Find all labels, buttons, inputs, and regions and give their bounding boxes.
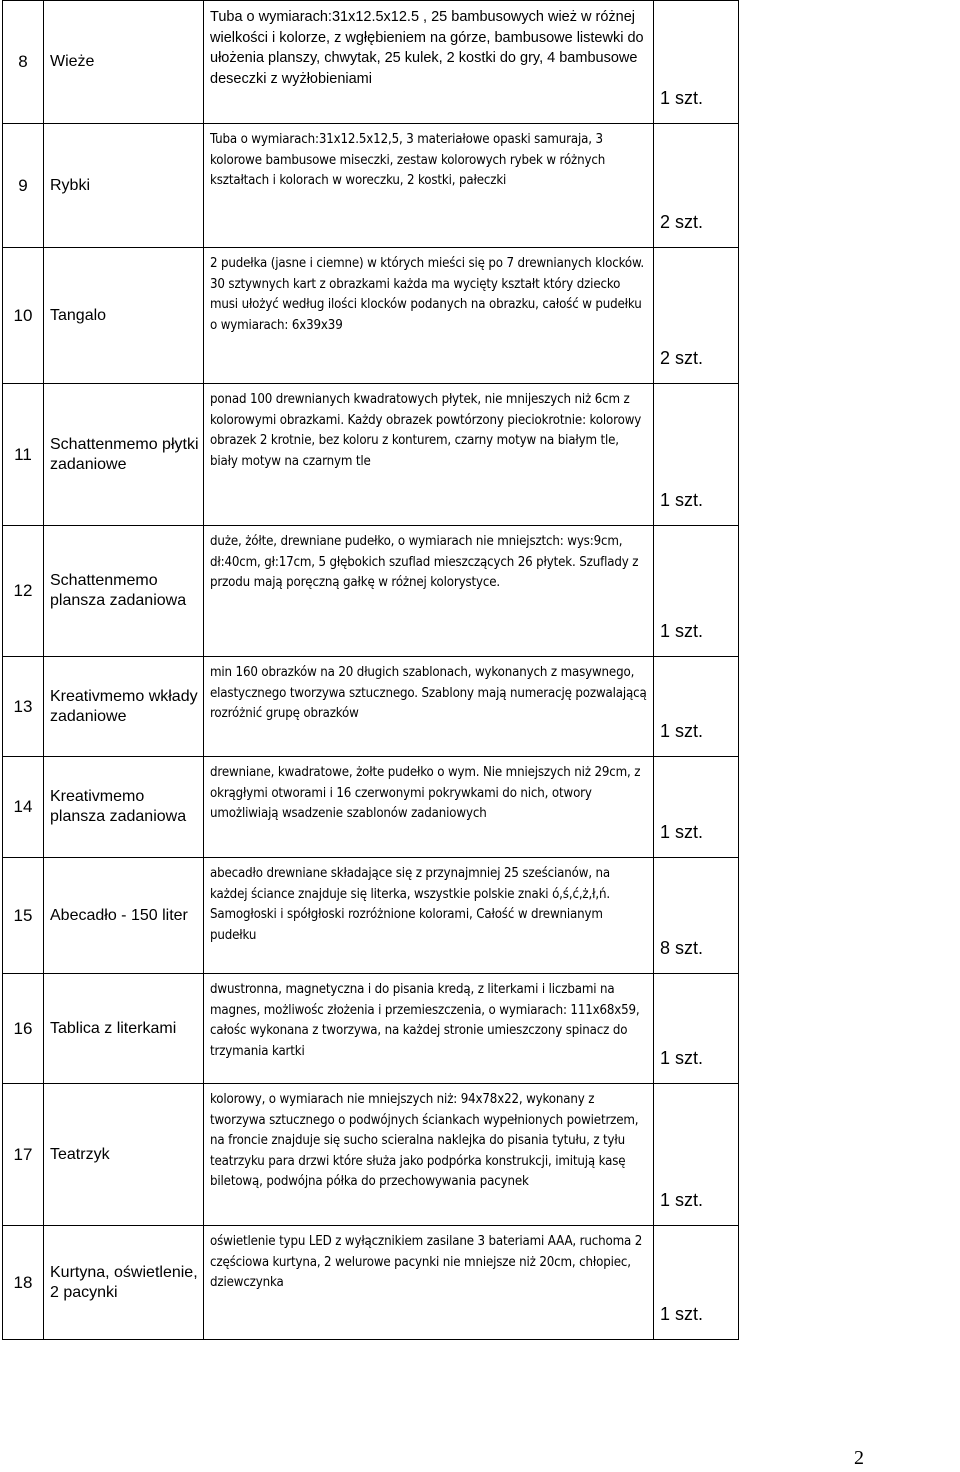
item-name: Abecadło - 150 liter — [44, 858, 204, 974]
item-name: Teatrzyk — [44, 1084, 204, 1226]
item-description: oświetlenie typu LED z wyłącznikiem zasilane 3 bateriami AAA, ruchoma 2 częściowa kurtyna, 2 welurowe pacynki nie mniejsze niż 20cm, chłopiec, dziewczynka — [204, 1226, 654, 1340]
row-number: 8 — [3, 1, 44, 124]
item-description: abecadło drewniane składające się z przynajmniej 25 sześcianów, na każdej ściance znajduje się literka, wszystkie polskie znaki ó,ś,ć,ż,ł,ń. Samogłoski i spółgłoski rozróżnione kolorami, Całość w drewnianym pudełku — [204, 858, 654, 974]
item-quantity: 2 szt. — [654, 124, 739, 248]
table-row — [3, 757, 739, 858]
item-description: drewniane, kwadratowe, żołte pudełko o wym. Nie mniejszych niż 29cm, z okrągłymi otworami i 16 czerwonymi pokrywkami do nich, otwory umożliwiają wsadzenie szablonów zadaniowych — [204, 757, 654, 858]
item-name: Wieże — [44, 1, 204, 124]
item-quantity: 1 szt. — [654, 974, 739, 1084]
row-number: 11 — [3, 384, 44, 526]
table-row — [3, 974, 739, 1084]
table-row — [3, 858, 739, 974]
item-quantity: 1 szt. — [654, 1, 739, 124]
table-row — [3, 248, 739, 384]
item-quantity: 1 szt. — [654, 526, 739, 657]
table-row — [3, 384, 739, 526]
item-description: duże, żółte, drewniane pudełko, o wymiarach nie mniejsztch: wys:9cm, dł:40cm, gł:17cm, 5 głębokich szuflad mieszczących 26 płytek. Szuflady z przodu mają poręczną gałkę w różnej kolorystyce. — [204, 526, 654, 657]
item-name: Tangalo — [44, 248, 204, 384]
item-description: Tuba o wymiarach:31x12.5x12.5 , 25 bambusowych wież w różnej wielkości i kolorze, z wgłębieniem na górze, bambusowe listewki do ułożenia planszy, chwytak, 25 kulek, 2 kostki do gry, 4 bambusowe deseczki z wyżłobieniami — [204, 1, 654, 124]
row-number: 9 — [3, 124, 44, 248]
item-quantity: 1 szt. — [654, 384, 739, 526]
item-quantity: 1 szt. — [654, 1226, 739, 1340]
item-quantity: 2 szt. — [654, 248, 739, 384]
item-name: Schattenmemo plansza zadaniowa — [44, 526, 204, 657]
item-quantity: 1 szt. — [654, 757, 739, 858]
row-number: 15 — [3, 858, 44, 974]
table-row — [3, 1084, 739, 1226]
table-row — [3, 526, 739, 657]
item-name: Schattenmemo płytki zadaniowe — [44, 384, 204, 526]
item-name: Kreativmemo plansza zadaniowa — [44, 757, 204, 858]
item-description: dwustronna, magnetyczna i do pisania kredą, z literkami i liczbami na magnes, możliwośc złożenia i przemieszczenia, o wymiarach: 111x68x59, całośc wykonana z tworzywa, na każdej stronie umieszczony spinacz do trzymania kartki — [204, 974, 654, 1084]
item-description: Tuba o wymiarach:31x12.5x12,5, 3 materiałowe opaski samuraja, 3 kolorowe bambusowe miseczki, zestaw kolorowych rybek w różnych kształtach i kolorach w woreczku, 2 kostki, pałeczki — [204, 124, 654, 248]
item-description: kolorowy, o wymiarach nie mniejszych niż: 94x78x22, wykonany z tworzywa sztucznego o podwójnych ściankach wypełnionych powietrzem, na froncie znajduje się sucho scieralna naklejka do pisania tytułu, z tyłu teatrzyku para drzwi które służa jako podpórka konstrukcji, imitują kasę biletową, podwójna półka do przechowywania pacynek — [204, 1084, 654, 1226]
table-row — [3, 1, 739, 124]
table-row — [3, 124, 739, 248]
item-quantity: 8 szt. — [654, 858, 739, 974]
item-name: Rybki — [44, 124, 204, 248]
row-number: 16 — [3, 974, 44, 1084]
item-quantity: 1 szt. — [654, 657, 739, 757]
table-row — [3, 657, 739, 757]
row-number: 13 — [3, 657, 44, 757]
row-number: 10 — [3, 248, 44, 384]
item-quantity: 1 szt. — [654, 1084, 739, 1226]
row-number: 17 — [3, 1084, 44, 1226]
product-spec-table — [2, 0, 739, 1340]
page-number: 2 — [854, 1447, 864, 1469]
item-description: min 160 obrazków na 20 długich szablonach, wykonanych z masywnego, elastycznego tworzywa sztucznego. Szablony mają numerację pozwalającą rozróżnić grupę obrazków — [204, 657, 654, 757]
row-number: 18 — [3, 1226, 44, 1340]
table-row — [3, 1226, 739, 1340]
item-name: Tablica z literkami — [44, 974, 204, 1084]
row-number: 12 — [3, 526, 44, 657]
item-name: Kurtyna, oświetlenie, 2 pacynki — [44, 1226, 204, 1340]
item-name: Kreativmemo wkłady zadaniowe — [44, 657, 204, 757]
item-description: 2 pudełka (jasne i ciemne) w których mieści się po 7 drewnianych klocków. 30 sztywnych kart z obrazkami każda ma wycięty kształt który dziecko musi ułożyć według ilości klocków podanych na obrazku, całość w pudełku o wymiarach: 6x39x39 — [204, 248, 654, 384]
item-description: ponad 100 drewnianych kwadratowych płytek, nie mnijeszych niż 6cm z kolorowymi obrazkami. Każdy obrazek powtórzony pieciokrotnie: kolorowy obrazek 2 krotnie, bez koloru z konturem, czarny motyw na białym tle, biały motyw na czarnym tle — [204, 384, 654, 526]
row-number: 14 — [3, 757, 44, 858]
